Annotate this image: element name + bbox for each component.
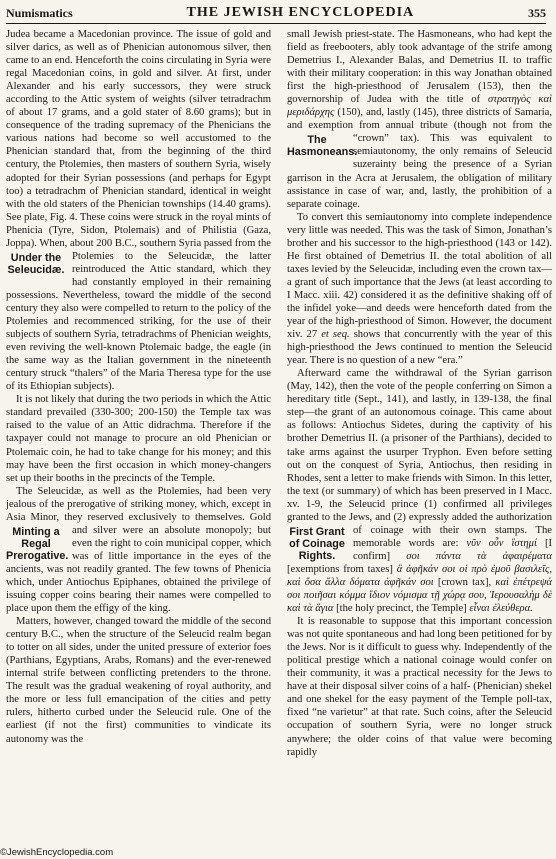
greek-text: καὶ ἐπέτρεψά σοι ποιῆσαι κόμμα ἴδιον νόμισμα τῇ χώρᾳ σου, Ἰερουσαλὴμ δὲ καὶ τὰ ἅγια: [287, 576, 552, 615]
paragraph: Matters, however, changed toward the middle of the second century B.C., when the structure of the Seleucid realm began to totter on all sides, under the united pressure of exterior foes (Parthians, Egyptians, Arabs, Romans) and the ever-renewed internal strife between conflicting pretenders to the throne. The result was the gradual weakening of royal authority, and the more or less full emancipation of the cities and petty rulers, hitherto curbed under the Seleucid rule. One of the earliest (if not the first) communities to vindicate its autonomy was the: [6, 616, 271, 745]
side-heading-seleucidae: Under the Seleucidæ.: [7, 251, 65, 276]
latin-term: et seq.: [321, 329, 350, 341]
section-title: Numismatics: [6, 5, 73, 20]
greek-text: στρατηγὸς καὶ μεριδάρχης: [287, 94, 552, 119]
greek-text: νῦν οὖν ἵστημί: [466, 537, 537, 549]
journal-title: THE JEWISH ENCYCLOPEDIA: [186, 5, 415, 20]
side-heading-hasmoneans: The Hasmoneans.: [287, 134, 358, 159]
paragraph: To convert this semiautonomy into complete independence very little was needed. This was the task of Simon, Jonathan’s brother and his successor to the high-priesthood (143 or 142). He first obtained of Demetrius II. the total abolition of all taxes levied by the Seleucidæ, including even the crown tax—a grant of such importance that the Jews (at least according to I Macc. xiii. 42) considered it as the definitive shaking off of the infidel yoke—and deeds were henceforth dated from the year of the high-priesthood of Simon. However, the document xiv. 27 et seq. shows that concurrently with the year of this high-priesthood the Jews continued to mention the Seleucid year. There is no question of a new “era.”: [287, 211, 552, 367]
right-column: [287, 28, 552, 759]
page-header: [6, 3, 546, 24]
greek-text: εἶναι ἐλεύθερα.: [469, 603, 533, 615]
side-heading-minting: Minting a Regal Prerogative.: [6, 525, 69, 562]
left-column: [6, 28, 271, 746]
paragraph: Afterward came the withdrawal of the Syrian garrison (May, 142), then the vote of the people conferring on Simon a hereditary title (Sept., 141), and lastly, in 139-138, the final step—the grant of an autonomous coinage. This came about as follows: Antiochus Sidetes, during the captivity of his brother Demetrius II. (a prisoner of the Parthians), decided to take arms against the usurper Tryphon. Even before setting out on the conquest of Syria, Antiochus, then residing in Rhodes, sent a letter to make friends with Simon. In this letter, the text (or summary) of which has been preserved in I Macc. xv. 1-9, the Seleucid prince (1) confirmed all privileges granted to the Jews, and (2) expressly added the authorization of coinage First Grant of Coinage Rights. with their own stamps. The memorable words are: νῦν οὖν ἵστημί [I confirm] σοι πάντα τὰ ἀφαιρέματα [exemptions from taxes] ἃ ἀφῆκάν σοι οἱ πρὸ ἐμοῦ βασιλεῖς, καὶ ὅσα ἄλλα δόματα ἀφῆκάν σοι [crown tax], καὶ ἐπέτρεψά σοι ποιῆσαι κόμμα ἴδιον νόμισμα τῇ χώρᾳ σου, Ἰερουσαλὴμ δὲ καὶ τὰ ἅγια [the holy precinct, the Temple] εἶναι ἐλεύθερα.: [287, 368, 552, 615]
paragraph: small Jewish priest-state. The Hasmoneans, who had kept the field as freebooters, ably took advantage of the strife among Demetrius I., Alexander Balas, and Demetrius II. to traffic with their military cooperation: in this way Jonathan obtained first the high-priesthood of Jerusalem (153), then the governorship of Judea with the title of στρατηγὸς καὶ μεριδάρχης (150), and, lastly (145), three districts of Samaria, and exemption from annual tribute (though not from the “crown” tax). This The Hasmoneans. was equivalent to semiautonomy, the only remains of Seleucid suzerainty being the presence of a Syrian garrison in the Acra at Jerusalem, the obligation of military assistance in case of war, and, lastly, the prohibition of a separate coinage.: [287, 29, 553, 210]
paragraph: Judea became a Macedonian province. The issue of gold and silver darics, as well as of Phenician autonomous silver, then came to an end. Henceforth the coins circulating in Syria were regal Macedonian coins, in gold and silver. At first, under Alexander and his early successors, they were struck according to the Attic system of weights (silver tetradrachm of about 17 grams, and a gold stater of 8.60 grams); but in consequence of the trading supremacy of the Phenicians the various nations had become so well accustomed to the Phenician standard that, from the beginning of the third century, the Ptolemies, then masters of southern Syria, wisely adopted for their Syrian possessions (and perhaps for Egypt too) a tetradrachm of Phenician standard, identical in weight with the old staters of the Phenician townships (14.40 grams). See plate, Fig. 4. These coins were struck in the royal mints of Phenicia (Tyre, Sidon, Ptolemais) and of Philistia (Gaza, Joppa). When, about 200 B.C., southern Syria passed from the Ptolemies to Under the Seleucidæ. the Seleucidæ, the latter reintroduced the Attic standard, which they had constantly employed in their remaining possessions. Nevertheless, toward the middle of the second century they also were compelled to return to the policy of the Ptolemies and recommenced striking, for the use of their subjects of southern Syria, tetradrachms of Phenician weights, even reviving the well-known Ptolemaic badge, the eagle (in the same way as the Italian government in the nineteenth century struck “thalers” of the Maria Theresa type for the use of its Ethiopian subjects).: [6, 29, 271, 393]
page-number: 355: [527, 5, 546, 20]
paragraph: The Seleucidæ, as well as the Ptolemies, had been very jealous of the prerogative of striking money, which, except in Asia Minor, they reserved exclusively to themselves. Gold and silver Minting a Regal Prerogative. were an absolute monopoly; but even the right to coin municipal copper, which was of little importance in the eyes of the ancients, was not readily granted. The few towns of Phenicia which, under Antiochus Epiphanes, obtained the privilege of issuing copper coins bearing their names were compelled to place upon them the effigy of the king.: [6, 485, 271, 615]
paragraph: It is not likely that during the two periods in which the Attic standard prevailed (330-300; 200-150) the Temple tax was raised to the value of an Attic didrachma. Therefore if the taxpayer could not manage to procure an old Phenician or Ptolemaic coin, he had to take change for his money; and this may have been the first occasion in which money-changers set up their booths in the precincts of the Temple.: [6, 394, 271, 484]
greek-text: ἃ ἀφῆκάν σοι οἱ πρὸ ἐμοῦ βασιλεῖς, καὶ ὅσα ἄλλα δόματα ἀφῆκάν σοι: [287, 563, 552, 588]
side-heading-coinage-rights: First Grant of Coinage Rights.: [289, 525, 345, 562]
paragraph: It is reasonable to suppose that this important concession was not quite spontaneous and had long been petitioned for by the Jews. Nor is it difficult to guess why. Independently of the political prestige which a national coinage would confer on their community, it was a practical necessity for the Jews to have at their disposal silver coins of a half- (Phenician) shekel and one shekel for the easy payment of the Temple poll-tax, fixed “ne varietur” at that rate. Such coins, after the Seleucid occupation of southern Syria, were no longer struck anywhere; the older coins of that value were becoming rapidly: [287, 616, 552, 758]
site-credit: ©JewishEncyclopedia.com: [0, 847, 114, 858]
greek-text: σοι πάντα τὰ ἀφαιρέματα: [406, 550, 552, 562]
